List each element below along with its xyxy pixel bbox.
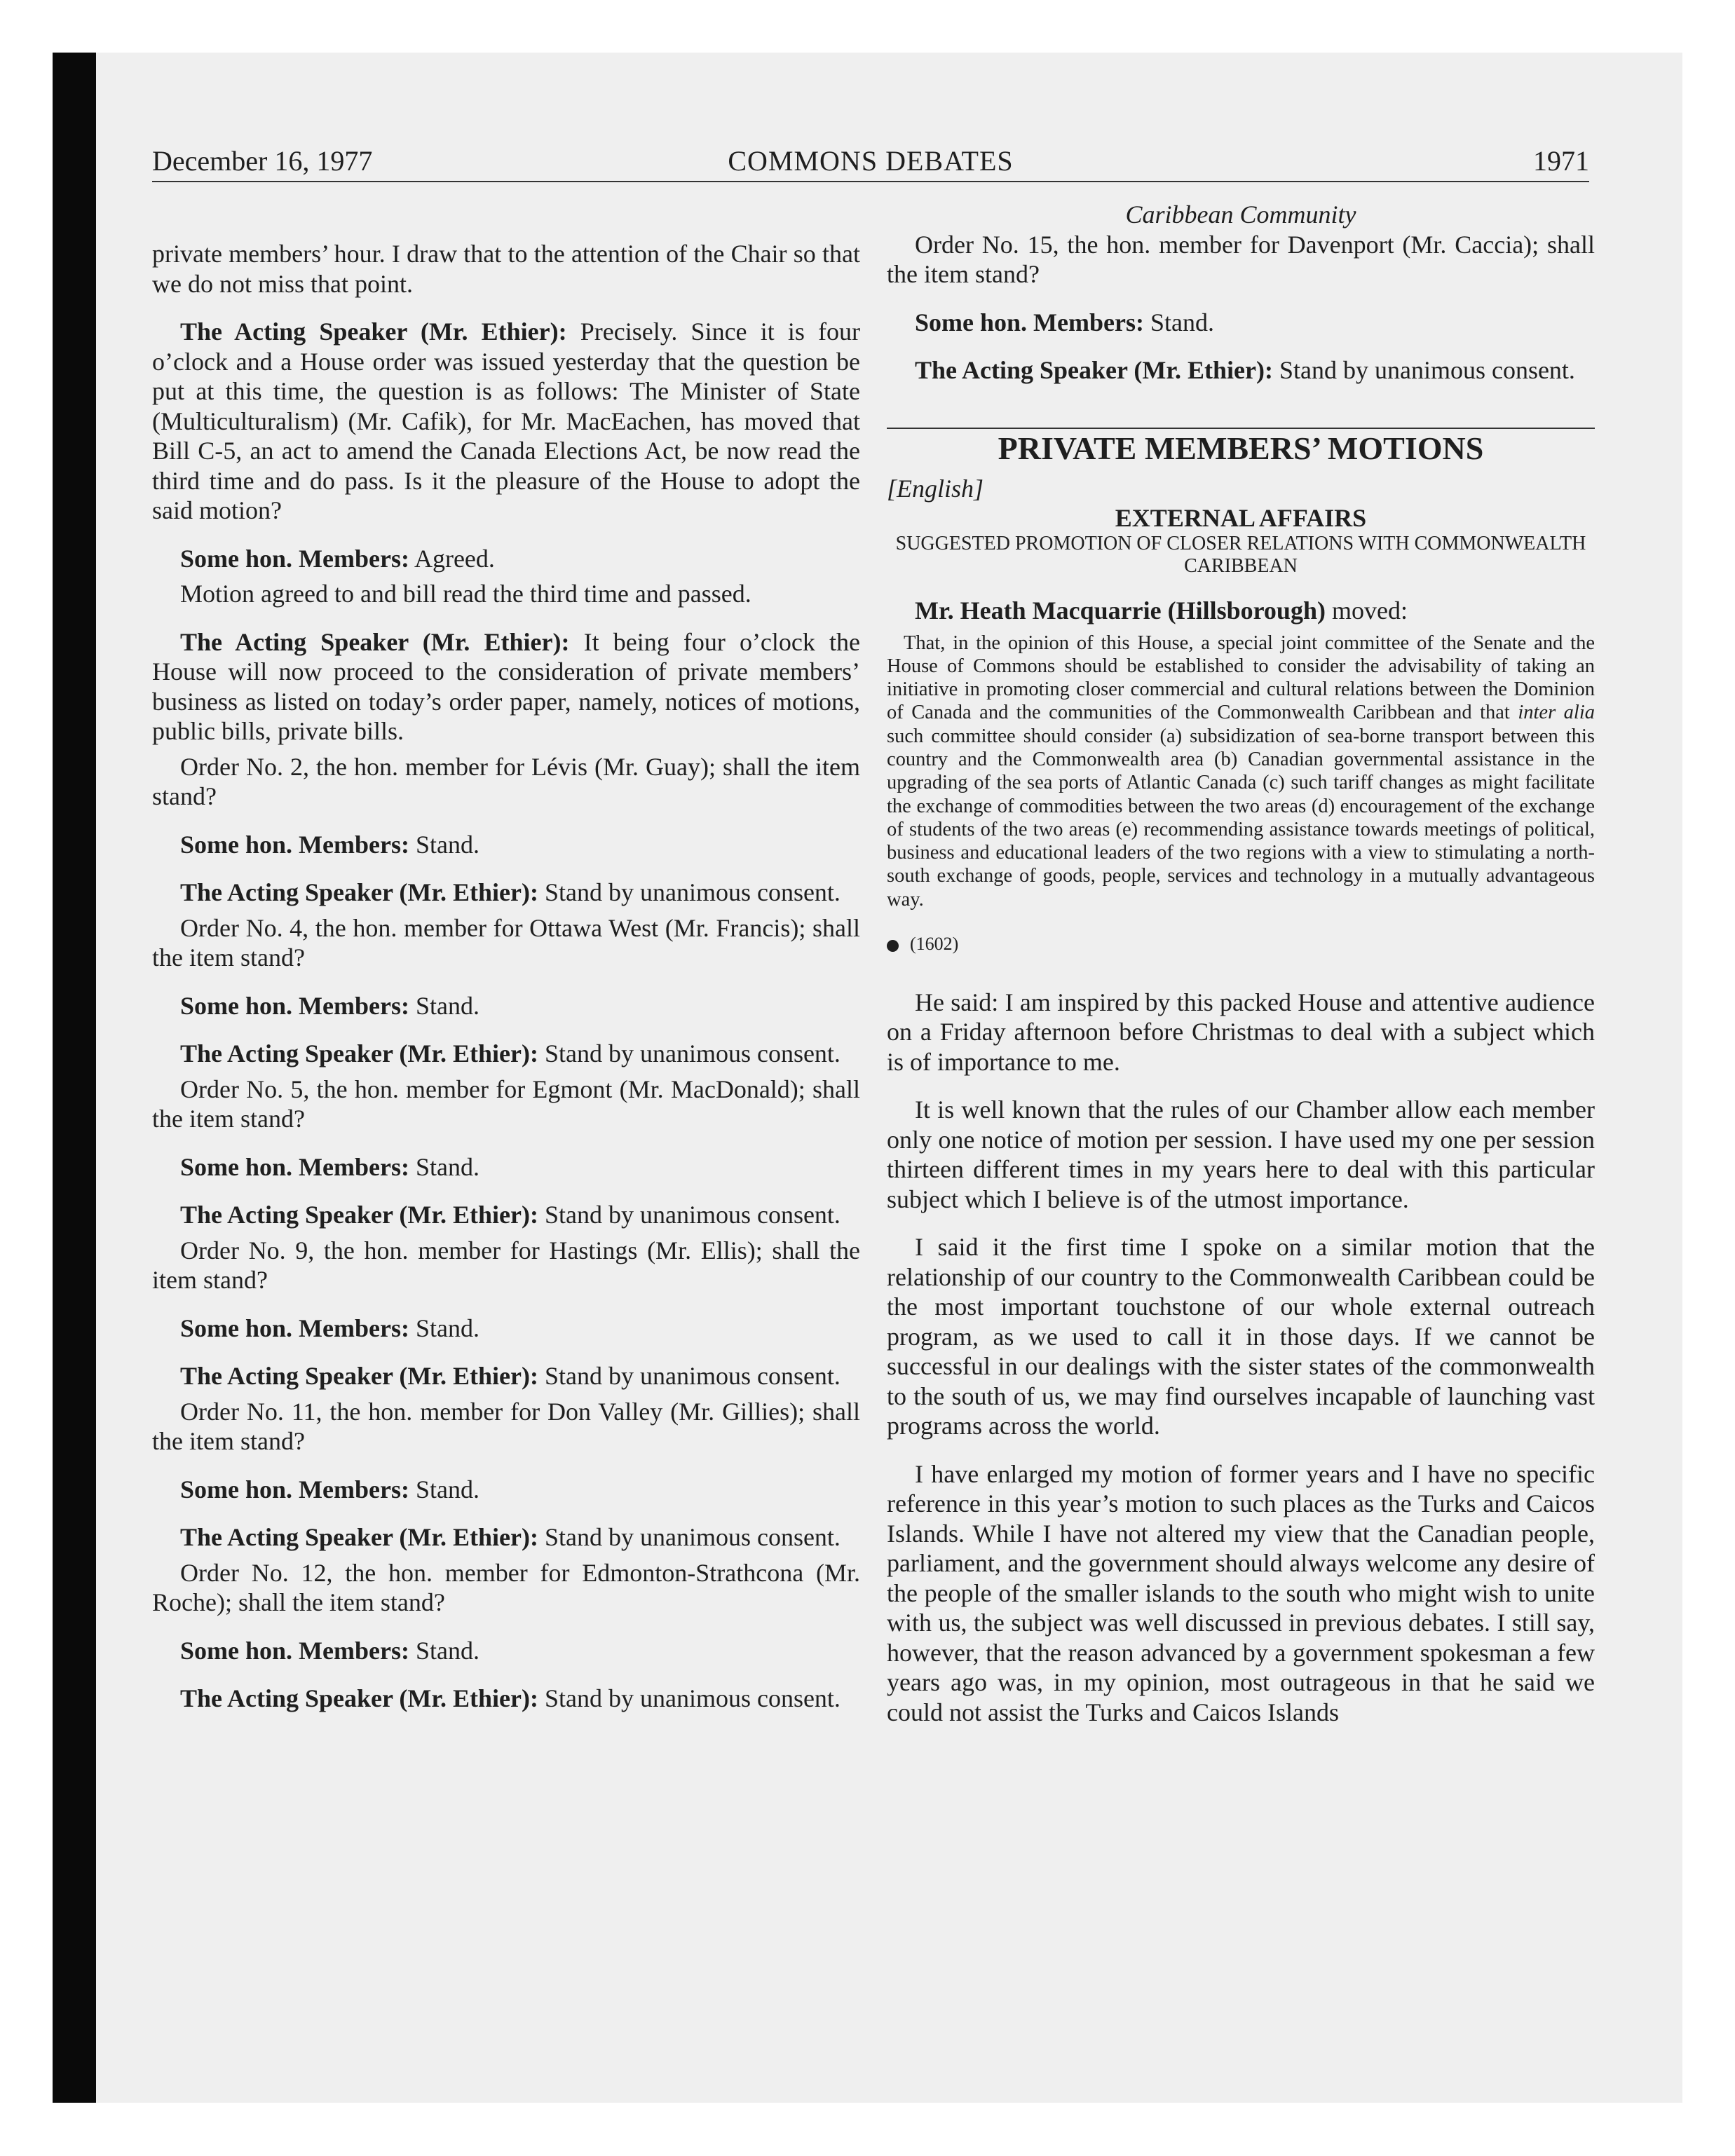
speaker-name: The Acting Speaker (Mr. Ethier): xyxy=(180,878,538,906)
paragraph: He said: I am inspired by this packed House and attentive audience on a Friday afternoon before Christmas to deal with a subject which is of importance to me. xyxy=(887,988,1595,1076)
header-date: December 16, 1977 xyxy=(152,145,373,177)
paragraph: private members’ hour. I draw that to the attention of the Chair so that we do not miss that point. xyxy=(152,240,860,298)
speaker-name: The Acting Speaker (Mr. Ethier): xyxy=(180,627,570,656)
speaker-name: Some hon. Members: xyxy=(180,1314,409,1342)
header-title: COMMONS DEBATES xyxy=(728,145,1014,177)
order-item: Order No. 9, the hon. member for Hastings (Mr. Ellis); shall the item stand? xyxy=(152,1236,860,1294)
order-item: Order No. 4, the hon. member for Ottawa West (Mr. Francis); shall the item stand? xyxy=(152,913,860,971)
subheading: Caribbean Community xyxy=(1125,200,1356,228)
speaker-name: The Acting Speaker (Mr. Ethier): xyxy=(180,1684,538,1712)
paragraph: The Acting Speaker (Mr. Ethier): Stand by unanimous consent. xyxy=(180,1684,841,1712)
order-item: Order No. 12, the hon. member for Edmonton-Strathcona (Mr. Roche); shall the item stand? xyxy=(152,1558,860,1616)
order-item: Order No. 2, the hon. member for Lévis (Mr. Guay); shall the item stand? xyxy=(152,752,860,810)
paragraph: Some hon. Members: Stand. xyxy=(180,1636,479,1665)
speaker-name: Some hon. Members: xyxy=(180,1475,409,1503)
speaker-name: Some hon. Members: xyxy=(180,544,409,573)
speaker-name: The Acting Speaker (Mr. Ethier): xyxy=(180,1039,538,1067)
speaker-name: The Acting Speaker (Mr. Ethier): xyxy=(915,356,1273,384)
paragraph: The Acting Speaker (Mr. Ethier): Stand by unanimous consent. xyxy=(180,878,841,906)
language-tag: [English] xyxy=(887,474,984,503)
speaker-name: Some hon. Members: xyxy=(180,1636,409,1665)
paragraph: The Acting Speaker (Mr. Ethier): Stand by unanimous consent. xyxy=(180,1523,841,1551)
paragraph: I said it the first time I spoke on a similar motion that the relationship of our country to the Commonwealth Caribbean could be the most important touchstone of our whole external outreach program, as we used to call it in those days. If we cannot be successful in our dealings with the sister states of the commonwealth to the south of us, we may find ourselves incapable of launching vast programs across the world. xyxy=(887,1233,1595,1440)
paragraph: Some hon. Members: Stand. xyxy=(915,308,1214,336)
speaker-name: The Acting Speaker (Mr. Ethier): xyxy=(180,1201,538,1229)
paragraph: Some hon. Members: Stand. xyxy=(180,1314,479,1342)
paragraph: Some hon. Members: Stand. xyxy=(180,830,479,859)
paragraph: The Acting Speaker (Mr. Ethier): Stand by unanimous consent. xyxy=(180,1362,841,1390)
speaker-name: Some hon. Members: xyxy=(915,308,1144,336)
page-number: 1971 xyxy=(1533,145,1589,177)
order-item: Order No. 15, the hon. member for Davenport (Mr. Caccia); shall the item stand? xyxy=(887,230,1595,288)
binding-edge xyxy=(53,53,96,2103)
paragraph: The Acting Speaker (Mr. Ethier): Stand by unanimous consent. xyxy=(915,356,1575,384)
subtopic-heading: SUGGESTED PROMOTION OF CLOSER RELATIONS WITH COMMONWEALTH CARIBBEAN xyxy=(895,533,1586,577)
left-column xyxy=(152,200,860,1714)
paragraph: The Acting Speaker (Mr. Ethier): Stand by unanimous consent. xyxy=(180,1039,841,1067)
motion-text: That, in the opinion of this House, a special joint committee of the Senate and the House of Commons should be established to consider the advisability of taking an initiative in promoting closer commercial and cultural relations between the Dominion of Canada and the communities of the Commonwealth Caribbean and that inter alia such committee should consider (a) subsidization of sea-borne transport between this country and the Commonwealth area (b) Canadian governmental assistance in the upgrading of the sea ports of Atlantic Canada (c) such tariff changes as might facilitate the exchange of commodities between the two areas (d) encouragement of the exchange of students of the two areas (e) recommending assistance towards meetings of political, business and educational leaders of the two regions with a view to stimulating a north-south exchange of goods, people, services and technology in a mutually advantageous way. xyxy=(887,632,1595,910)
speaker-name: The Acting Speaker (Mr. Ethier): xyxy=(180,318,567,346)
speaker-name: Some hon. Members: xyxy=(180,1152,409,1181)
order-item: Order No. 11, the hon. member for Don Valley (Mr. Gillies); shall the item stand? xyxy=(152,1397,860,1455)
paragraph: I have enlarged my motion of former years and I have no specific reference in this year’s motion to such places as the Turks and Caicos Islands. While I have not altered my view that the Canadian people, parliament, and the government should always welcome any desire of the people of the smaller islands to the south who might wish to unite with us, the subject was well discussed in previous debates. I still say, however, that the reason advanced by a government spokesman a few years ago was, in my opinion, most outrageous in that he said we could not assist the Turks and Caicos Islands xyxy=(887,1459,1595,1726)
bullet-icon xyxy=(887,940,899,952)
paragraph: The Acting Speaker (Mr. Ethier): Precisely. Since it is four o’clock and a House order was issued yesterday that the question be put at this time, the question is as follows: The Minister of State (Multiculturalism) (Mr. Cafik), for Mr. MacEachen, has moved that Bill C-5, an act to amend the Canada Elections Act, be now read the third time and do pass. Is it the pleasure of the House to adopt the said motion? xyxy=(152,318,861,524)
paragraph: Some hon. Members: Agreed. xyxy=(180,544,495,573)
paragraph: Some hon. Members: Stand. xyxy=(180,991,479,1020)
header-rule xyxy=(152,181,1589,182)
order-item: Order No. 5, the hon. member for Egmont (Mr. MacDonald); shall the item stand? xyxy=(152,1074,860,1133)
speaker-name: Some hon. Members: xyxy=(180,830,409,859)
time-marker: (1602) xyxy=(887,929,1595,960)
speaker-name: Some hon. Members: xyxy=(180,991,409,1020)
paragraph: Some hon. Members: Stand. xyxy=(180,1475,479,1503)
running-header xyxy=(152,140,1589,184)
topic-heading: EXTERNAL AFFAIRS xyxy=(1115,504,1367,532)
speaker-name: The Acting Speaker (Mr. Ethier): xyxy=(180,1362,538,1390)
mover-line: Mr. Heath Macquarrie (Hillsborough) moved: xyxy=(915,596,1408,625)
right-column xyxy=(887,200,1595,1727)
paragraph: The Acting Speaker (Mr. Ethier): It being four o’clock the House will now proceed to the consideration of private members’ business as listed on today’s order paper, namely, notices of motions, public bills, private bills. xyxy=(152,627,861,745)
section-title: PRIVATE MEMBERS’ MOTIONS xyxy=(998,430,1484,466)
paragraph: The Acting Speaker (Mr. Ethier): Stand by unanimous consent. xyxy=(180,1201,841,1229)
speaker-name: The Acting Speaker (Mr. Ethier): xyxy=(180,1523,538,1551)
paragraph: Motion agreed to and bill read the third time and passed. xyxy=(180,580,751,608)
speaker-name: Mr. Heath Macquarrie (Hillsborough) xyxy=(915,596,1326,625)
paragraph: It is well known that the rules of our Chamber allow each member only one notice of motion per session. I have used my one per session thirteen different times in my years here to deal with this particular subject which I believe is of the utmost importance. xyxy=(887,1096,1595,1213)
paragraph: Some hon. Members: Stand. xyxy=(180,1152,479,1181)
